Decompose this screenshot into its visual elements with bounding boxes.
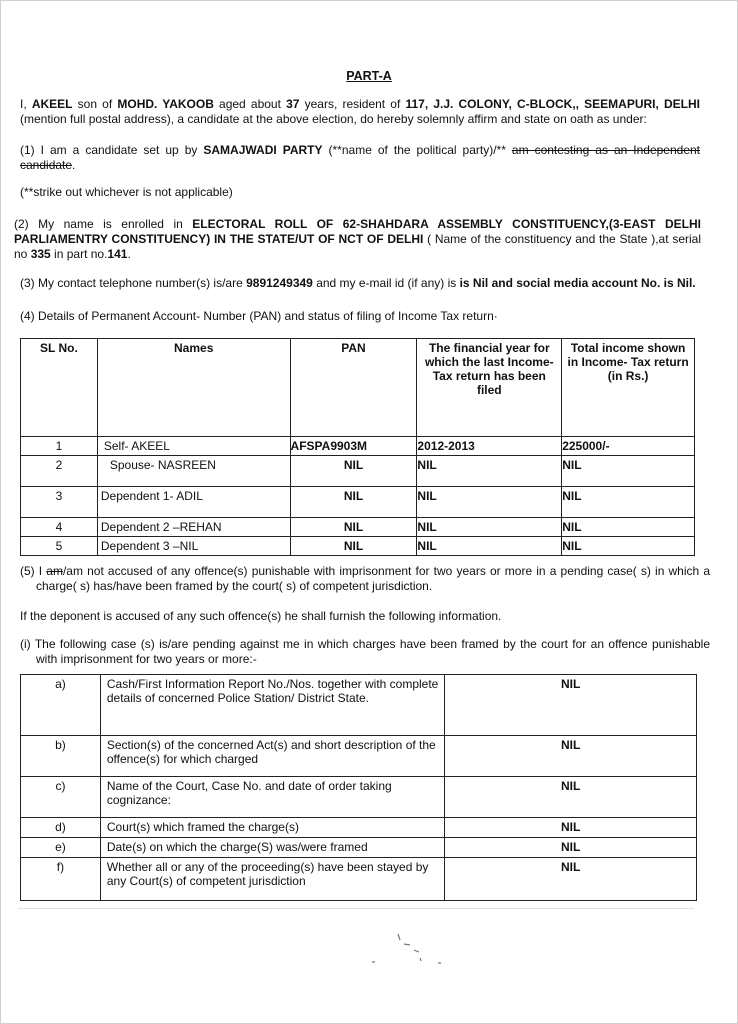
- pan-table: [20, 338, 695, 556]
- cell-year: NIL: [417, 537, 562, 556]
- cell-label: b): [21, 736, 101, 777]
- table-row: [21, 518, 695, 537]
- cell-year: NIL: [417, 518, 562, 537]
- cell-year: NIL: [417, 456, 562, 487]
- item-5-paragraph: (5) I am/am not accused of any offence(s) punishable with imprisonment for two years or more in a pending case( s) in which a charge( s) has/have been framed by the court( s) of competent jurisdiction.: [20, 564, 711, 593]
- cell-income: NIL: [562, 456, 695, 487]
- cell-description: Date(s) on which the charge(S) was/were framed: [100, 838, 445, 858]
- table-row: [21, 818, 697, 838]
- cell-income: 225000/-: [562, 437, 695, 456]
- item-4-paragraph: (4) Details of Permanent Account- Number (PAN) and status of filing of Income Tax return·: [20, 309, 498, 323]
- cell-value: NIL: [445, 777, 697, 818]
- cell-income: NIL: [562, 487, 695, 518]
- cell-label: a): [21, 675, 101, 736]
- cell-pan: NIL: [290, 487, 417, 518]
- cell-sl: 4: [21, 518, 98, 537]
- pan-table-header-row: [21, 339, 695, 437]
- cell-description: Whether all or any of the proceeding(s) have been stayed by any Court(s) of competent jurisdiction: [100, 858, 445, 901]
- cell-sl: 3: [21, 487, 98, 518]
- col-header-pan: PAN: [290, 339, 417, 437]
- col-header-total-income: Total income shown in Income- Tax return (in Rs.): [562, 339, 695, 437]
- cell-label: d): [21, 818, 101, 838]
- cell-value: NIL: [445, 736, 697, 777]
- deponent-note: If the deponent is accused of any such offence(s) he shall furnish the following information.: [20, 609, 502, 623]
- table-row: [21, 675, 697, 736]
- cell-label: c): [21, 777, 101, 818]
- part-title: PART-A: [346, 69, 392, 83]
- table-row: [21, 456, 695, 487]
- cell-sl: 5: [21, 537, 98, 556]
- table-row: [21, 537, 695, 556]
- table-row: [21, 437, 695, 456]
- cell-sl: 2: [21, 456, 98, 487]
- cell-pan: NIL: [290, 456, 417, 487]
- scan-speck-marks: [360, 928, 460, 968]
- intro-paragraph: I, AKEEL son of MOHD. YAKOOB aged about 37 years, resident of 117, J.J. COLONY, C-BLOCK,, SEEMAPURI, DELHI (mention full postal address), a candidate at the above election, do hereby solemnly affirm and state on oath as under:: [20, 97, 701, 126]
- cell-description: Cash/First Information Report No./Nos. together with complete details of concerned Police Station/ District State.: [100, 675, 445, 736]
- cell-label: f): [21, 858, 101, 901]
- cell-name: Dependent 2 –REHAN: [97, 518, 290, 537]
- cell-value: NIL: [445, 675, 697, 736]
- strike-note: (**strike out whichever is not applicable): [20, 185, 233, 199]
- item-1-paragraph: (1) I am a candidate set up by SAMAJWADI PARTY (**name of the political party)/** am contesting as an Independent candidate.: [20, 143, 701, 172]
- item-3-paragraph: (3) My contact telephone number(s) is/are 9891249349 and my e-mail id (if any) is is Nil and social media account No. is Nil.: [20, 276, 696, 290]
- cell-description: Section(s) of the concerned Act(s) and short description of the offence(s) for which charged: [100, 736, 445, 777]
- table-row: [21, 858, 697, 901]
- cell-name: Dependent 1- ADIL: [97, 487, 290, 518]
- cell-year: NIL: [417, 487, 562, 518]
- table-row: [21, 736, 697, 777]
- table-row: [21, 777, 697, 818]
- case-table: [20, 674, 697, 901]
- cell-pan: AFSPA9903M: [290, 437, 417, 456]
- col-header-financial-year: The financial year for which the last Income- Tax return has been filed: [417, 339, 562, 437]
- cell-pan: NIL: [290, 537, 417, 556]
- table-row: [21, 838, 697, 858]
- col-header-sl: SL No.: [21, 339, 98, 437]
- cell-description: Court(s) which framed the charge(s): [100, 818, 445, 838]
- item-2-paragraph: (2) My name is enrolled in ELECTORAL ROLL OF 62-SHAHDARA ASSEMBLY CONSTITUENCY,(3-EAST DELHI PARLIAMENTRY CONSTITUENCY) IN THE STATE/UT OF NCT OF DELHI ( Name of the constituency and the State ),at serial no 335 in part no.141.: [14, 217, 701, 261]
- cell-value: NIL: [445, 858, 697, 901]
- item-i-paragraph: (i) The following case (s) is/are pending against me in which charges have been framed by the court for an offence punishable with imprisonment for two years or more:-: [20, 637, 710, 666]
- cell-value: NIL: [445, 818, 697, 838]
- table-row: [21, 487, 695, 518]
- cell-name: Dependent 3 –NIL: [97, 537, 290, 556]
- cell-year: 2012-2013: [417, 437, 562, 456]
- faint-divider: [18, 908, 694, 909]
- cell-label: e): [21, 838, 101, 858]
- col-header-names: Names: [97, 339, 290, 437]
- cell-value: NIL: [445, 838, 697, 858]
- cell-name: Self- AKEEL: [97, 437, 290, 456]
- cell-sl: 1: [21, 437, 98, 456]
- cell-pan: NIL: [290, 518, 417, 537]
- cell-name: Spouse- NASREEN: [97, 456, 290, 487]
- cell-description: Name of the Court, Case No. and date of order taking cognizance:: [100, 777, 445, 818]
- cell-income: NIL: [562, 518, 695, 537]
- cell-income: NIL: [562, 537, 695, 556]
